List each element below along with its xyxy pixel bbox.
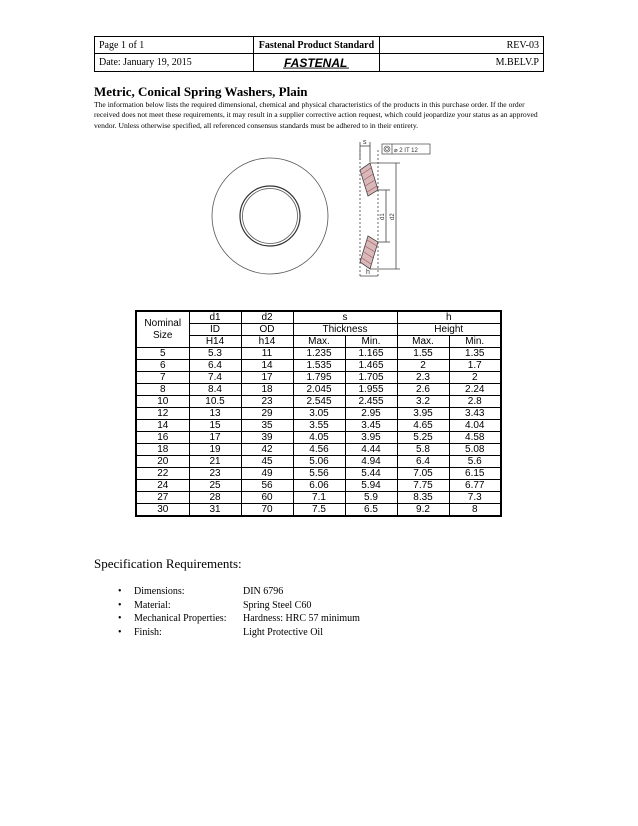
table-cell: 7.75 bbox=[397, 480, 449, 492]
table-cell: 17 bbox=[189, 432, 241, 444]
table-cell: 13 bbox=[189, 408, 241, 420]
header-box bbox=[94, 36, 544, 72]
col-header-nominal-size: Nominal Size bbox=[136, 311, 189, 348]
table-cell: 6.15 bbox=[449, 468, 501, 480]
table-cell: 1.465 bbox=[345, 360, 397, 372]
col-header-h14: H14 bbox=[189, 336, 241, 348]
table-cell: 60 bbox=[241, 492, 293, 504]
table-cell: 56 bbox=[241, 480, 293, 492]
col-header-h: h bbox=[397, 311, 501, 324]
table-cell: 2.045 bbox=[293, 384, 345, 396]
table-cell: 3.45 bbox=[345, 420, 397, 432]
table-row bbox=[136, 480, 501, 492]
table-cell: 7.1 bbox=[293, 492, 345, 504]
table-row bbox=[136, 492, 501, 504]
table-cell: 1.55 bbox=[397, 348, 449, 360]
table-cell: 2.95 bbox=[345, 408, 397, 420]
table-cell: 2.455 bbox=[345, 396, 397, 408]
table-cell: 42 bbox=[241, 444, 293, 456]
standard-title: Fastenal Product Standard bbox=[254, 37, 380, 54]
table-cell: 19 bbox=[189, 444, 241, 456]
table-cell: 70 bbox=[241, 504, 293, 517]
table-cell: 5.08 bbox=[449, 444, 501, 456]
label-d1: d1 bbox=[380, 213, 386, 220]
table-cell: 39 bbox=[241, 432, 293, 444]
table-cell: 18 bbox=[136, 444, 189, 456]
label-h: h bbox=[366, 269, 370, 276]
table-cell: 12 bbox=[136, 408, 189, 420]
table-cell: 8.4 bbox=[189, 384, 241, 396]
table-cell: 9.2 bbox=[397, 504, 449, 517]
table-cell: 6.5 bbox=[345, 504, 397, 517]
logo-text: FASTENAL bbox=[283, 56, 347, 69]
table-cell: 3.05 bbox=[293, 408, 345, 420]
table-cell: 18 bbox=[241, 384, 293, 396]
table-cell: 3.43 bbox=[449, 408, 501, 420]
outer-circle bbox=[212, 158, 328, 274]
table-cell: 4.44 bbox=[345, 444, 397, 456]
table-cell: 4.58 bbox=[449, 432, 501, 444]
table-cell: 4.05 bbox=[293, 432, 345, 444]
table-cell: 5.44 bbox=[345, 468, 397, 480]
table-cell: 17 bbox=[241, 372, 293, 384]
table-cell: 4.65 bbox=[397, 420, 449, 432]
table-cell: 6 bbox=[136, 360, 189, 372]
col-header-od: OD bbox=[241, 324, 293, 336]
table-cell: 8 bbox=[136, 384, 189, 396]
requirement-label: Dimensions: bbox=[134, 586, 185, 597]
table-cell: 3.55 bbox=[293, 420, 345, 432]
col-header-h-max: Max. bbox=[397, 336, 449, 348]
page-number: Page 1 of 1 bbox=[95, 37, 254, 54]
document-code: M.BELV.P bbox=[495, 57, 539, 68]
table-cell: 10.5 bbox=[189, 396, 241, 408]
table-cell: 5 bbox=[136, 348, 189, 360]
table-cell: 6.06 bbox=[293, 480, 345, 492]
washer-drawing bbox=[200, 136, 440, 286]
table-cell: 6.4 bbox=[189, 360, 241, 372]
requirement-value: Hardness: HRC 57 minimum bbox=[243, 613, 360, 624]
table-row bbox=[136, 420, 501, 432]
table-cell: 21 bbox=[189, 456, 241, 468]
bullet-icon: • bbox=[118, 613, 122, 624]
table-cell: 1.795 bbox=[293, 372, 345, 384]
table-cell: 10 bbox=[136, 396, 189, 408]
bullet-icon: • bbox=[118, 626, 122, 638]
table-cell: 5.9 bbox=[345, 492, 397, 504]
table-cell: 3.95 bbox=[397, 408, 449, 420]
table-cell: 5.25 bbox=[397, 432, 449, 444]
col-header-h-min: Min. bbox=[449, 336, 501, 348]
table-cell: 23 bbox=[241, 396, 293, 408]
table-cell: 7.5 bbox=[293, 504, 345, 517]
washer-plan-view bbox=[212, 158, 328, 274]
table-cell: 7.4 bbox=[189, 372, 241, 384]
col-header-s-min: Min. bbox=[345, 336, 397, 348]
table-cell: 31 bbox=[189, 504, 241, 517]
table-row bbox=[136, 348, 501, 360]
tolerance-frame bbox=[382, 144, 430, 154]
table-cell: 23 bbox=[189, 468, 241, 480]
requirement-value: Light Protective Oil bbox=[243, 626, 323, 638]
table-cell: 5.3 bbox=[189, 348, 241, 360]
table-cell: 7.3 bbox=[449, 492, 501, 504]
table-cell: 7 bbox=[136, 372, 189, 384]
header-row-2 bbox=[136, 324, 501, 336]
table-row bbox=[136, 456, 501, 468]
bullet-icon: • bbox=[118, 586, 122, 597]
table-cell: 4.04 bbox=[449, 420, 501, 432]
table-cell: 6.4 bbox=[397, 456, 449, 468]
washer-section-view bbox=[360, 142, 400, 276]
table-cell: 35 bbox=[241, 420, 293, 432]
table-cell: 24 bbox=[136, 480, 189, 492]
table-cell: 25 bbox=[189, 480, 241, 492]
header-row-1 bbox=[136, 311, 501, 324]
col-header-id: ID bbox=[189, 324, 241, 336]
date: Date: January 19, 2015 bbox=[95, 54, 254, 71]
col-header-h14-lower: h14 bbox=[241, 336, 293, 348]
intro-paragraph: The information below lists the required dimensional, chemical and physical characteristics of the products in this purchase order. If the order received does not meet these requirements, it may result in a supplier corrective action request, which could jeopardize your status as an approved vendor. Unless otherwise specified, all referenced consensus standards must be adhered to in their entirety. bbox=[94, 100, 538, 130]
table-cell: 5.94 bbox=[345, 480, 397, 492]
bore-circle bbox=[243, 189, 298, 244]
table-cell: 8.35 bbox=[397, 492, 449, 504]
table-cell: 8 bbox=[449, 504, 501, 517]
table-cell: 22 bbox=[136, 468, 189, 480]
table-cell: 1.705 bbox=[345, 372, 397, 384]
table-cell: 20 bbox=[136, 456, 189, 468]
table-cell: 1.7 bbox=[449, 360, 501, 372]
dimensions-table bbox=[135, 310, 502, 517]
requirement-value: Spring Steel C60 bbox=[243, 599, 312, 611]
table-cell: 29 bbox=[241, 408, 293, 420]
requirement-label: Mechanical Properties: bbox=[134, 613, 227, 624]
tolerance-text: ⌀ 2 IT 12 bbox=[394, 148, 418, 154]
label-s: s bbox=[363, 139, 367, 146]
table-row bbox=[136, 432, 501, 444]
table-cell: 2.24 bbox=[449, 384, 501, 396]
table-cell: 2 bbox=[397, 360, 449, 372]
table-cell: 1.235 bbox=[293, 348, 345, 360]
table-row bbox=[136, 360, 501, 372]
table-cell: 15 bbox=[189, 420, 241, 432]
col-header-height: Height bbox=[397, 324, 501, 336]
requirement-value: DIN 6796 bbox=[243, 586, 284, 597]
table-cell: 2.8 bbox=[449, 396, 501, 408]
table-row bbox=[136, 396, 501, 408]
table-cell: 1.165 bbox=[345, 348, 397, 360]
table-row bbox=[136, 408, 501, 420]
label-d2: d2 bbox=[390, 213, 396, 220]
requirement-label: Finish: bbox=[134, 626, 162, 638]
table-cell: 5.8 bbox=[397, 444, 449, 456]
table-cell: 4.56 bbox=[293, 444, 345, 456]
table-cell: 5.6 bbox=[449, 456, 501, 468]
table-cell: 14 bbox=[136, 420, 189, 432]
table-cell: 1.535 bbox=[293, 360, 345, 372]
bullet-icon: • bbox=[118, 599, 122, 611]
table-row bbox=[136, 372, 501, 384]
table-cell: 2 bbox=[449, 372, 501, 384]
table-cell: 27 bbox=[136, 492, 189, 504]
col-header-d2: d2 bbox=[241, 311, 293, 324]
table-row bbox=[136, 468, 501, 480]
table-row bbox=[136, 384, 501, 396]
table-cell: 2.545 bbox=[293, 396, 345, 408]
table-row bbox=[136, 444, 501, 456]
document-title: Metric, Conical Spring Washers, Plain bbox=[94, 84, 308, 99]
table-cell: 45 bbox=[241, 456, 293, 468]
requirements-title: Specification Requirements: bbox=[94, 556, 242, 571]
table-row bbox=[136, 504, 501, 517]
col-header-s: s bbox=[293, 311, 397, 324]
table-cell: 5.56 bbox=[293, 468, 345, 480]
col-header-d1: d1 bbox=[189, 311, 241, 324]
table-cell: 7.05 bbox=[397, 468, 449, 480]
col-header-s-max: Max. bbox=[293, 336, 345, 348]
table-cell: 5.06 bbox=[293, 456, 345, 468]
table-cell: 2.3 bbox=[397, 372, 449, 384]
table-cell: 2.6 bbox=[397, 384, 449, 396]
table-cell: 1.35 bbox=[449, 348, 501, 360]
table-cell: 16 bbox=[136, 432, 189, 444]
table-cell: 11 bbox=[241, 348, 293, 360]
inner-circle bbox=[240, 186, 300, 246]
revision: REV-03 bbox=[380, 37, 543, 54]
table-cell: 3.95 bbox=[345, 432, 397, 444]
table-cell: 3.2 bbox=[397, 396, 449, 408]
col-header-thickness: Thickness bbox=[293, 324, 397, 336]
table-cell: 1.955 bbox=[345, 384, 397, 396]
table-cell: 4.94 bbox=[345, 456, 397, 468]
table-cell: 6.77 bbox=[449, 480, 501, 492]
table-cell: 30 bbox=[136, 504, 189, 517]
table-cell: 49 bbox=[241, 468, 293, 480]
header-row-3 bbox=[136, 336, 501, 348]
table-cell: 28 bbox=[189, 492, 241, 504]
requirement-label: Material: bbox=[134, 599, 171, 611]
fastenal-logo bbox=[254, 54, 380, 71]
table-cell: 14 bbox=[241, 360, 293, 372]
